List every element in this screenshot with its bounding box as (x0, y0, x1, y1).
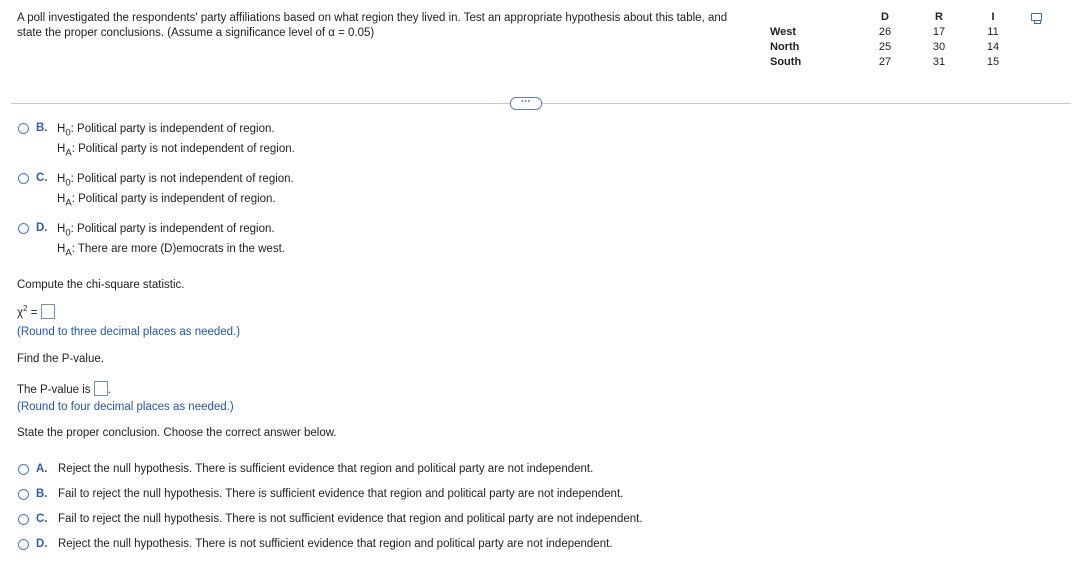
table-cell: 14 (986, 41, 1000, 53)
conclusion-option-a: Reject the null hypothesis. There is sufficient evidence that region and political party are not independent. (58, 463, 594, 475)
conclusion-option-c: Fail to reject the null hypothesis. There is not sufficient evidence that region and political party are not independent. (58, 513, 643, 525)
h-subscript: A (65, 147, 72, 159)
h-subscript: 0 (65, 127, 71, 139)
chi-square-answer-line (17, 304, 55, 319)
conclusion-prompt: State the proper conclusion. Choose the correct answer below. (17, 427, 337, 439)
option-letter-b: B. (36, 488, 48, 500)
h-symbol: H (57, 243, 66, 255)
question-line-2: state the proper conclusions. (Assume a significance level of α = 0.05) (17, 27, 375, 39)
option-letter-a: A. (36, 463, 48, 475)
table-row (770, 40, 1020, 55)
table-cell: 17 (932, 26, 946, 38)
radio-hypothesis-b[interactable] (18, 123, 29, 134)
hypothesis-text: : Political party is independent of region. (71, 193, 276, 205)
table-cell: 27 (878, 56, 892, 68)
table-header-row (770, 10, 1020, 25)
chi-square-hint: (Round to three decimal places as needed.) (17, 326, 241, 338)
chi-equals: = (27, 307, 38, 319)
row-label-north: North (770, 41, 800, 53)
h-symbol: H (57, 193, 66, 205)
hypothesis-text: : Political party is independent of region. (70, 123, 275, 135)
table-row (770, 25, 1020, 40)
hypothesis-text: : Political party is not independent of region. (71, 143, 295, 155)
option-letter-b: B. (36, 122, 48, 134)
hypothesis-d-alt (57, 242, 285, 260)
option-letter-c: C. (36, 172, 48, 184)
column-header-d: D (881, 11, 889, 23)
hypothesis-text: : Political party is independent of region. (70, 223, 275, 235)
chi-square-prompt: Compute the chi-square statistic. (17, 279, 185, 291)
contingency-table (770, 10, 1020, 70)
pvalue-answer-line (17, 381, 111, 396)
h-symbol: H (57, 123, 66, 135)
hypothesis-b-alt (57, 142, 295, 160)
table-cell: 15 (986, 56, 1000, 68)
hypothesis-text: : Political party is not independent of region. (70, 173, 294, 185)
pvalue-label: The P-value is (17, 384, 91, 396)
copy-table-icon[interactable] (1031, 13, 1042, 21)
hypothesis-c-alt (57, 192, 276, 210)
radio-conclusion-a[interactable] (18, 464, 29, 475)
more-options-button[interactable]: ⋯ (510, 97, 542, 110)
chi-square-input[interactable] (41, 304, 55, 319)
table-cell: 30 (932, 41, 946, 53)
table-cell: 31 (932, 56, 946, 68)
question-text (17, 11, 767, 41)
chi-symbol: χ (17, 307, 24, 319)
table-corner (770, 10, 858, 25)
question-line-1: A poll investigated the respondents' party affiliations based on what region they lived in. Test an appropriate hypothesis about this table, and (17, 12, 728, 24)
table-row (770, 55, 1020, 70)
option-letter-d: D. (36, 222, 48, 234)
radio-hypothesis-d[interactable] (18, 223, 29, 234)
conclusion-option-d: Reject the null hypothesis. There is not sufficient evidence that region and political party are not independent. (58, 538, 613, 550)
pvalue-prompt: Find the P-value. (17, 353, 104, 365)
radio-conclusion-b[interactable] (18, 489, 29, 500)
pvalue-period: . (107, 384, 111, 396)
chi-superscript: 2 (23, 304, 28, 314)
table-cell: 26 (878, 26, 892, 38)
row-label-west: West (770, 26, 797, 38)
hypothesis-d-null (57, 222, 275, 240)
radio-conclusion-c[interactable] (18, 514, 29, 525)
option-letter-d: D. (36, 538, 48, 550)
conclusion-option-b: Fail to reject the null hypothesis. There is sufficient evidence that region and political party are not independent. (58, 488, 624, 500)
column-header-i: I (991, 11, 995, 23)
hypothesis-b-null (57, 122, 275, 140)
table-cell: 25 (878, 41, 892, 53)
hypothesis-c-null (57, 172, 294, 190)
h-symbol: H (57, 143, 66, 155)
hypothesis-text: : There are more (D)emocrats in the west. (71, 243, 285, 255)
row-label-south: South (770, 56, 802, 68)
radio-hypothesis-c[interactable] (18, 173, 29, 184)
radio-conclusion-d[interactable] (18, 539, 29, 550)
h-subscript: 0 (65, 227, 71, 239)
column-header-r: R (935, 11, 943, 23)
pvalue-input[interactable] (94, 381, 108, 396)
h-subscript: A (65, 197, 72, 209)
pvalue-hint: (Round to four decimal places as needed.) (17, 401, 234, 413)
option-letter-c: C. (36, 513, 48, 525)
h-subscript: A (65, 247, 72, 259)
table-cell: 11 (987, 26, 999, 38)
h-subscript: 0 (65, 177, 71, 189)
h-symbol: H (57, 223, 66, 235)
h-symbol: H (57, 173, 66, 185)
